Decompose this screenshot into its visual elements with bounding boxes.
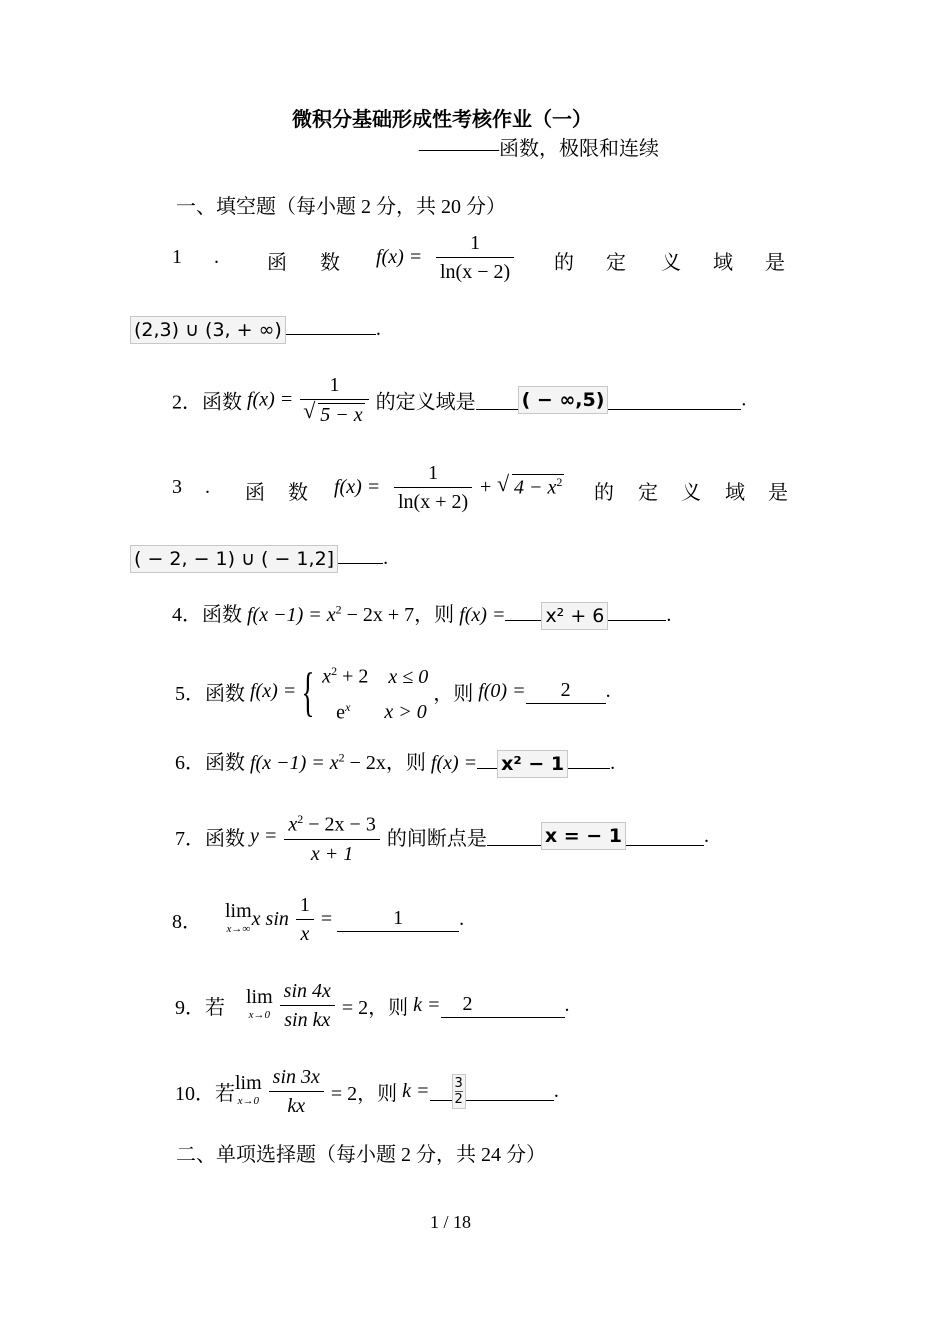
- q5-function-lhs: f(x) =: [250, 680, 297, 703]
- q7-text: 的间断点是: [386, 827, 487, 850]
- q4-expr2: − 2x + 7，则: [341, 604, 455, 626]
- question-4: [172, 598, 671, 630]
- q6-end: .: [610, 752, 616, 774]
- q4-power: 2: [335, 602, 342, 617]
- q10-blank-left: [430, 1082, 452, 1101]
- q2-answer: ( − ∞,5): [518, 386, 609, 414]
- q2-sqrt: [304, 403, 364, 426]
- question-5: [175, 656, 611, 727]
- q4-expr: f(x −1) = x: [247, 604, 336, 626]
- q7-denominator: x + 1: [310, 842, 354, 865]
- q1-blank: [286, 316, 376, 335]
- q5-end: .: [605, 680, 611, 703]
- q9-numerator: sin 4x: [280, 980, 335, 1006]
- q10-end: .: [553, 1080, 559, 1102]
- q2-radicand: 5 − x: [320, 404, 363, 426]
- q3-radicand-wrap: [512, 474, 564, 500]
- q2-function-lhs: f(x) =: [247, 388, 294, 411]
- q7-num-pow: 2: [297, 812, 304, 826]
- q8-expr: x sin: [251, 908, 289, 930]
- q5-brace: {: [301, 661, 315, 722]
- q5-case-1: [322, 656, 428, 692]
- q3-answer: ( − 2, − 1) ∪ ( − 1,2]: [130, 545, 338, 573]
- q7-numerator: [284, 808, 379, 840]
- q1-tail-1: 的: [554, 252, 574, 274]
- q5-then: ，则: [433, 683, 474, 706]
- q4-func: f(x) =: [459, 604, 506, 626]
- q3-fraction: [394, 462, 472, 513]
- q7-blank-right: [626, 827, 704, 846]
- q10-limit: [235, 1071, 262, 1110]
- q3-tail-1: 的: [594, 482, 614, 504]
- q1-tail-3: 义: [661, 252, 681, 274]
- q1-tail-5: 是: [765, 252, 785, 274]
- q1-tail-2: 定: [606, 252, 626, 274]
- q5-label: 5．函数: [175, 683, 245, 706]
- q5-func: f(0) =: [478, 680, 526, 703]
- q6-blank-right: [568, 750, 610, 769]
- q3-answer-line: [130, 545, 388, 573]
- q3-tail-3: 义: [681, 482, 701, 504]
- q1-numerator: 1: [436, 232, 514, 258]
- q7-function-lhs: y =: [250, 824, 278, 847]
- q3-word-1: 函: [245, 482, 265, 504]
- page-title: 微积分基础形成性考核作业（一）: [292, 107, 592, 131]
- q3-tail-2: 定: [638, 482, 658, 504]
- q5-answer: 2: [526, 679, 606, 704]
- q8-numerator: 1: [296, 894, 314, 920]
- q3-dot: .: [205, 476, 210, 498]
- q1-answer: (2,3) ∪ (3, + ∞): [130, 316, 286, 344]
- q3-word-2: 数: [288, 482, 308, 504]
- q10-label: 10．若: [175, 1083, 235, 1105]
- q2-end: .: [741, 388, 747, 411]
- page-subtitle: ————函数，极限和连续: [419, 138, 659, 160]
- q10-answer-denominator: 2: [454, 1092, 463, 1107]
- q9-fraction: [280, 980, 335, 1031]
- q7-fraction: [284, 808, 379, 865]
- q5-case1-a: x: [322, 665, 332, 688]
- q3-sqrt: [498, 474, 564, 500]
- q5-case1-cond: x ≤ 0: [388, 665, 429, 688]
- q1-dot: .: [214, 246, 219, 268]
- q4-end: .: [666, 604, 672, 626]
- q9-label: 9．若: [175, 997, 225, 1019]
- q7-num-b: − 2x − 3: [303, 813, 376, 836]
- page-number: 1 / 18: [430, 1212, 472, 1232]
- q6-expr: f(x −1) = x: [250, 752, 339, 774]
- q5-case1-pow: 2: [331, 664, 338, 678]
- q2-blank-left: [476, 391, 518, 410]
- q8-denominator: x: [300, 923, 310, 945]
- q4-blank-right: [608, 602, 666, 621]
- q7-label: 7．函数: [175, 827, 245, 850]
- q3-power: 2: [556, 475, 563, 489]
- question-2: [172, 374, 746, 426]
- q10-fraction: [269, 1066, 324, 1117]
- q2-blank-right: [608, 391, 741, 410]
- q1-fraction: [436, 232, 514, 283]
- q5-case1-b: + 2: [337, 665, 369, 688]
- q7-end: .: [704, 824, 709, 847]
- q5-case2-pow: x: [345, 699, 351, 714]
- q2-numerator: 1: [300, 374, 368, 400]
- q5-case-2: [322, 692, 428, 728]
- q9-answer: 2: [441, 993, 565, 1018]
- q9-limit: [246, 985, 273, 1024]
- q8-lim-word: lim: [225, 899, 252, 922]
- q3-number: 3: [172, 476, 182, 498]
- q3-radicand: 4 − x: [514, 476, 557, 499]
- q3-tail-5: 是: [768, 482, 788, 504]
- q1-word-2: 数: [320, 252, 340, 274]
- q3-tail-4: 域: [725, 482, 745, 504]
- q9-lim-sub: x→0: [248, 1008, 271, 1021]
- q5-case2-a: e: [336, 701, 346, 724]
- q6-power: 2: [338, 750, 345, 765]
- q9-var: k =: [413, 994, 441, 1016]
- q3-denominator: ln(x + 2): [398, 491, 469, 513]
- q10-answer-numerator: 3: [454, 1076, 463, 1091]
- q4-blank-left: [505, 602, 541, 621]
- q6-label: 6．函数: [175, 752, 245, 774]
- q3-end: .: [383, 547, 389, 569]
- q8-lim-sub: x→∞: [226, 922, 251, 935]
- q10-lim-word: lim: [235, 1071, 262, 1094]
- q10-var: k =: [402, 1080, 430, 1102]
- q1-end: .: [375, 318, 381, 340]
- q1-number: 1: [172, 246, 182, 268]
- question-10: [175, 1066, 559, 1117]
- q8-eq: =: [320, 908, 333, 930]
- q1-function-lhs: f(x) =: [376, 246, 423, 268]
- section-heading-multiple-choice: 二、单项选择题（每小题 2 分，共 24 分）: [176, 1144, 546, 1166]
- q6-expr2: − 2x，则: [344, 752, 426, 774]
- q2-text: 的定义域是: [375, 391, 476, 414]
- q10-answer: [452, 1074, 466, 1109]
- q9-end: .: [564, 994, 570, 1016]
- q8-answer: 1: [337, 907, 459, 932]
- q6-func: f(x) =: [430, 752, 478, 774]
- q9-lim-word: lim: [246, 985, 273, 1008]
- q1-word-1: 函: [267, 252, 287, 274]
- q9-eq: = 2，则: [341, 997, 409, 1019]
- q7-answer: x = − 1: [541, 822, 626, 850]
- q1-tail-4: 域: [713, 252, 733, 274]
- question-6: [175, 746, 615, 778]
- q10-blank-right: [466, 1082, 554, 1101]
- q4-label: 4．函数: [172, 604, 242, 626]
- question-8: [172, 894, 464, 945]
- q1-answer-line: [130, 316, 381, 344]
- q2-label: 2．函数: [172, 391, 242, 414]
- q10-lim-sub: x→0: [237, 1094, 260, 1107]
- q3-blank: [338, 545, 383, 564]
- q3-function-lhs: f(x) =: [334, 476, 381, 498]
- q8-fraction: [296, 894, 314, 945]
- q8-end: .: [459, 908, 465, 930]
- q5-cases: [322, 656, 428, 727]
- q7-blank-left: [487, 827, 541, 846]
- question-9: [175, 980, 570, 1031]
- q10-numerator: sin 3x: [269, 1066, 324, 1092]
- q6-answer: x² − 1: [497, 750, 568, 778]
- q8-label: 8．: [172, 911, 202, 933]
- section-heading-fill-in: 一、填空题（每小题 2 分，共 20 分）: [176, 196, 506, 218]
- q4-answer: x² + 6: [541, 602, 608, 630]
- q8-limit: [225, 899, 252, 938]
- q6-blank-left: [477, 750, 497, 769]
- q2-fraction: [300, 374, 368, 426]
- q1-denominator: ln(x − 2): [440, 261, 511, 283]
- q3-plus: +: [480, 476, 492, 498]
- q9-denominator: sin kx: [284, 1009, 331, 1031]
- q3-numerator: 1: [394, 462, 472, 488]
- q10-eq: = 2，则: [330, 1083, 398, 1105]
- q7-num-a: x: [288, 813, 298, 836]
- q5-case2-cond: x > 0: [384, 701, 427, 724]
- q10-denominator: kx: [287, 1095, 306, 1117]
- question-7: [175, 808, 709, 865]
